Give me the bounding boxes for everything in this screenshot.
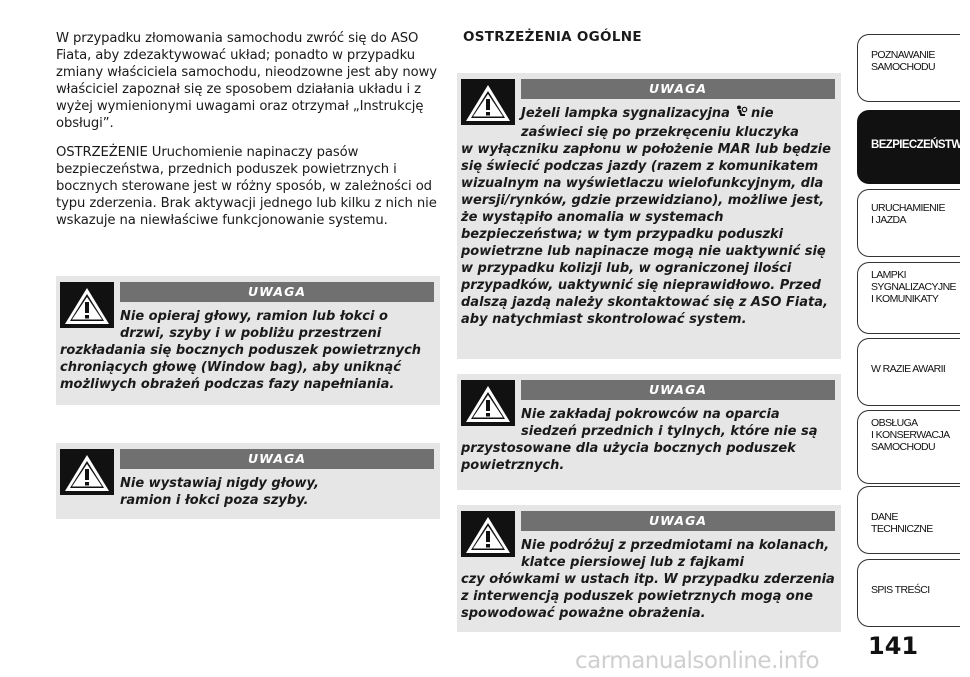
warning-box-seat-covers bbox=[457, 374, 841, 490]
airbag-warning-lamp-icon bbox=[735, 105, 747, 124]
tab-lampki-sygnalizacyjne[interactable] bbox=[857, 262, 960, 334]
warning-text-first bbox=[461, 105, 835, 141]
warning-label: UWAGA bbox=[521, 380, 835, 400]
tab-label: OBSŁUGA I KONSERWACJA SAMOCHODU bbox=[871, 417, 950, 453]
warning-text-first-a: Jeżeli lampka sygnalizacyjna bbox=[521, 106, 730, 121]
tab-uruchamienie-i-jazda[interactable] bbox=[857, 189, 960, 257]
section-title: OSTRZEŻENIA OGÓLNE bbox=[463, 29, 642, 45]
warning-text bbox=[461, 537, 835, 622]
warning-text-rest: rozkładania się bocznych poduszek powietrznych chroniących głowę (Window bag), aby uniknąć możliwych obrażeń podczas fazy napełniania. bbox=[60, 343, 422, 392]
tab-label: POZNAWANIE SAMOCHODU bbox=[871, 49, 936, 73]
warning-box-head-window bbox=[56, 276, 440, 405]
warning-triangle-icon bbox=[60, 449, 114, 495]
watermark: carmanualsonline.info bbox=[575, 648, 820, 674]
tab-label: SPIS TREŚCI bbox=[871, 584, 930, 596]
warning-text bbox=[461, 105, 835, 328]
warning-text-first-b: nie zaświeci się po przekręceniu kluczyka bbox=[521, 106, 799, 140]
warning-text-first: Nie wystawiaj nigdy głowy, ramion i łokci poza szyby. bbox=[120, 476, 319, 508]
chapter-tabs bbox=[857, 0, 970, 677]
warning-text bbox=[120, 475, 350, 509]
page-number: 141 bbox=[868, 632, 919, 660]
tab-spis-tresci[interactable] bbox=[857, 559, 960, 627]
tab-label: W RAZIE AWARII bbox=[871, 363, 946, 375]
warning-text bbox=[461, 406, 835, 474]
tab-obsluga-i-konserwacja[interactable] bbox=[857, 410, 960, 484]
warning-box-objects bbox=[457, 505, 841, 632]
tab-label: BEZPIECZEŃSTWO bbox=[871, 139, 970, 151]
warning-text-first: Nie podróżuj z przedmiotami na kolanach, klatce piersiowej lub z fajkami bbox=[521, 538, 830, 570]
warning-box-outside-windows bbox=[56, 443, 440, 519]
warning-label: UWAGA bbox=[521, 79, 835, 99]
warning-text-rest: czy ołówkami w ustach itp. W przypadku zderzenia z interwencją poduszek powietrznych mogą one spowodować poważne obrażenia. bbox=[461, 572, 835, 621]
tab-label: URUCHAMIENIE I JAZDA bbox=[871, 202, 945, 226]
warning-box-lamp bbox=[457, 73, 841, 359]
warning-label: UWAGA bbox=[120, 449, 434, 469]
intro-paragraph: W przypadku złomowania samochodu zwróć się do ASO Fiata, aby zdezaktywować układ; ponadto w przypadku zmiany właściciela samochodu, nieodzowne jest aby nowy właściciel zapoznał się ze sposobem działania układu i z wyżej wymienionymi uwagami oraz otrzymał „Instrukcję obsługi”. bbox=[56, 31, 437, 131]
warning-text-first: Nie zakładaj pokrowców na oparcia siedzeń przednich i tylnych, które nie są bbox=[521, 407, 818, 439]
warning-text-rest: w wyłączniku zapłonu w położenie MAR lub będzie się świecić podczas jazdy (razem z komunikatem wizualnym na wyświetlaczu wielofunkcyjnym, dla wersji/rynków, gdzie przewidziano), możliwe jest, że wystąpiło anomalia w systemach bezpieczeństwa; w tym przypadku poduszki powietrzne lub napinacze mogą nie uaktywnić się w przypadku kolizji lub, w ograniczonej ilości przypadków, uaktywnić się nieprawidłowo. Przed dalszą jazdą należy skontaktować się z ASO Fiata, aby natychmiast skontrolować system. bbox=[461, 142, 831, 327]
tab-label: LAMPKI SYGNALIZACYJNE I KOMUNIKATY bbox=[871, 269, 956, 305]
tab-dane-techniczne[interactable] bbox=[857, 486, 960, 554]
warning-label: UWAGA bbox=[521, 511, 835, 531]
warning-text-rest: przystosowane dla użycia bocznych poduszek powietrznych. bbox=[461, 441, 796, 473]
tab-bezpieczenstwo[interactable] bbox=[857, 110, 970, 184]
warning-text bbox=[60, 308, 434, 393]
warning-label: UWAGA bbox=[120, 282, 434, 302]
warning-text-first: Nie opieraj głowy, ramion lub łokci o drzwi, szyby i w pobliżu przestrzeni bbox=[120, 309, 388, 341]
tab-w-razie-awarii[interactable] bbox=[857, 338, 960, 406]
warning-note-paragraph: OSTRZEŻENIE Uruchomienie napinaczy pasów bezpieczeństwa, przednich poduszek powietrznych i bocznych sterowane jest w różny sposób, w zależności od typu zderzenia. Brak aktywacji jednego lub kilku z nich nie wskazuje na niewłaściwe funkcjonowanie systemu. bbox=[56, 145, 437, 228]
tab-label: DANE TECHNICZNE bbox=[871, 511, 933, 535]
tab-poznawanie-samochodu[interactable] bbox=[857, 34, 960, 102]
